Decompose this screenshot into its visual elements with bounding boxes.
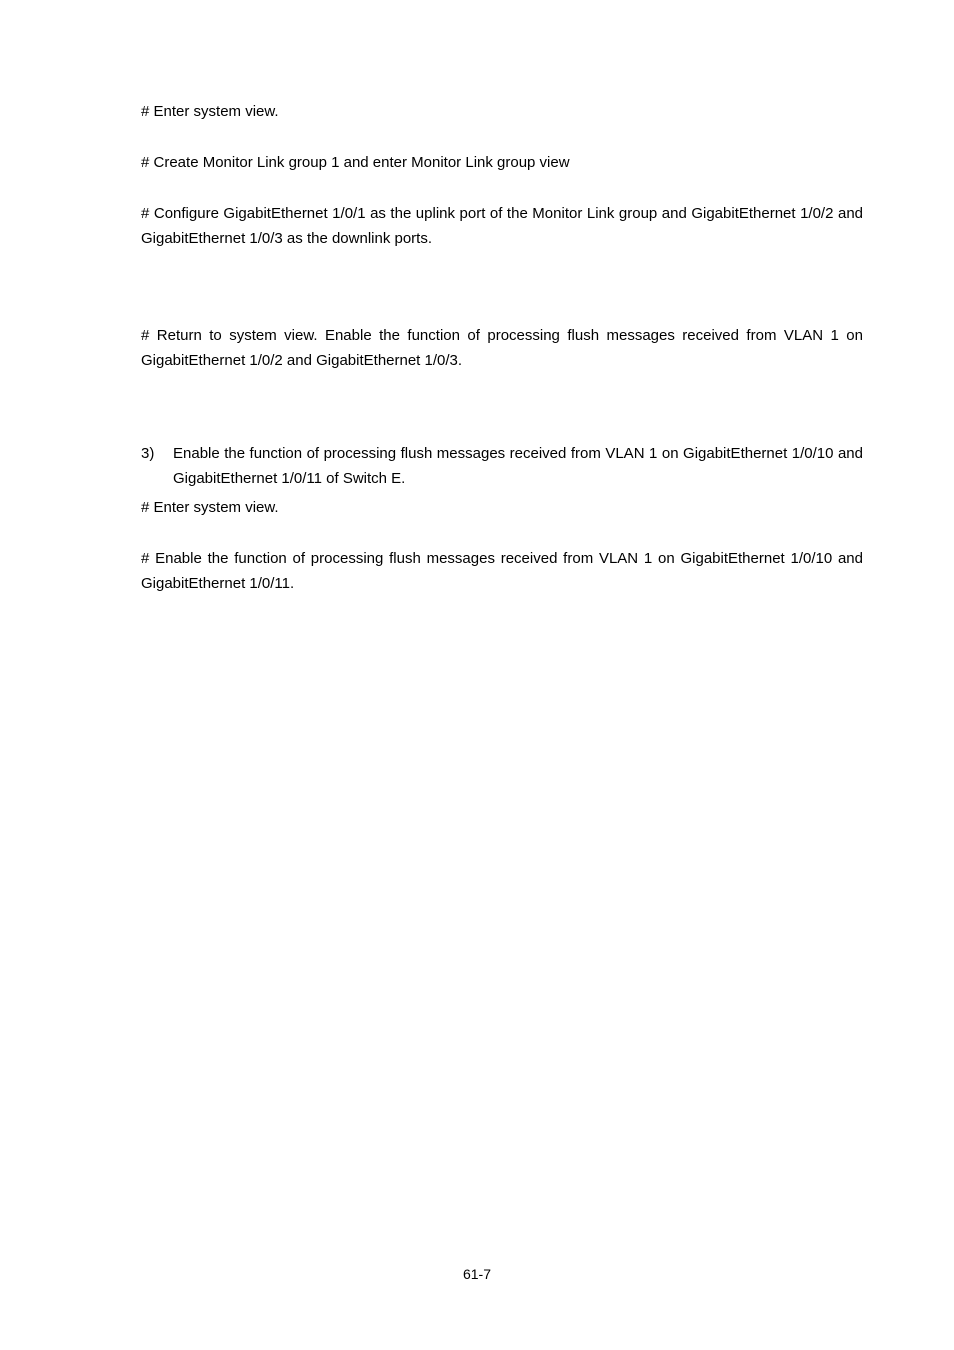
instruction-return-enable-flush: # Return to system view. Enable the function of processing flush messages received from VLAN 1 on GigabitEthernet 1/0/2 and GigabitEthernet 1/0/3. bbox=[141, 327, 863, 369]
instruction-configure-ports: # Configure GigabitEthernet 1/0/1 as the uplink port of the Monitor Link group and GigabitEthernet 1/0/2 and GigabitEthernet 1/0/3 as the downlink ports. bbox=[141, 205, 863, 247]
step-3 bbox=[141, 441, 863, 491]
instruction-enable-flush-switch-e: # Enable the function of processing flush messages received from VLAN 1 on GigabitEthernet 1/0/10 and GigabitEthernet 1/0/11. bbox=[141, 550, 863, 592]
instruction-enter-system-view-2: # Enter system view. bbox=[141, 499, 279, 516]
instruction-create-monitor-link-group: # Create Monitor Link group 1 and enter Monitor Link group view bbox=[141, 154, 570, 171]
instruction-enter-system-view: # Enter system view. bbox=[141, 103, 279, 120]
step-3-number: 3) bbox=[141, 445, 155, 462]
step-3-text: Enable the function of processing flush messages received from VLAN 1 on GigabitEthernet 1/0/10 and GigabitEthernet 1/0/11 of Switch E. bbox=[173, 445, 863, 487]
page-number: 61-7 bbox=[462, 1266, 492, 1282]
